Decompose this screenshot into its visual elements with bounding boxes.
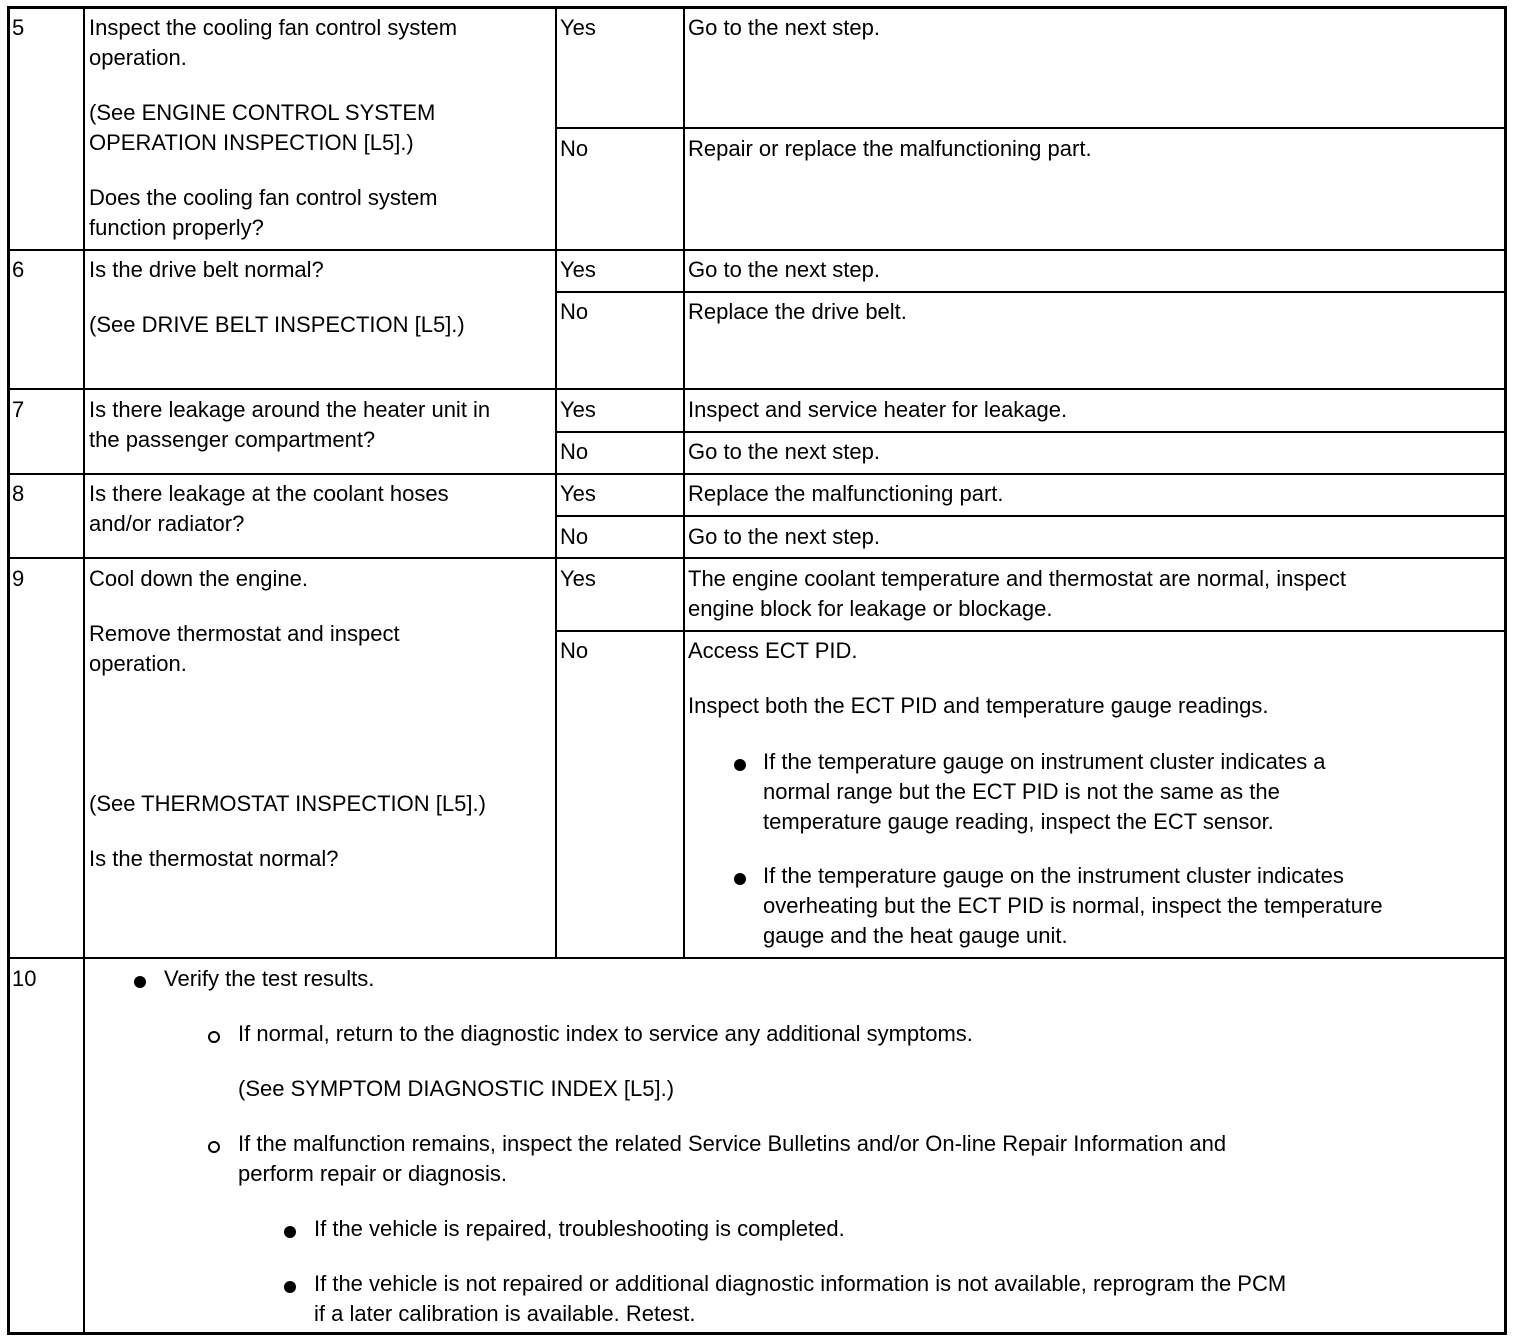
step-question: Cool down the engine.	[89, 566, 308, 591]
step-question: function properly?	[89, 215, 264, 240]
yes-label: Yes	[560, 566, 596, 591]
reference-text: OPERATION INSPECTION [L5].)	[89, 130, 414, 155]
bullet-icon	[734, 759, 746, 771]
no-label: No	[560, 439, 589, 464]
diagnostic-procedure-table	[7, 6, 1507, 1335]
yes-no-divider	[555, 515, 1504, 517]
bullet-text: gauge and the heat gauge unit.	[763, 923, 1068, 948]
yes-no-divider	[555, 431, 1504, 433]
step-number: 10	[12, 966, 37, 991]
bullet-text: If the vehicle is repaired, troubleshooting is completed.	[314, 1216, 845, 1241]
step-question: Is there leakage around the heater unit in	[89, 397, 491, 422]
row-divider	[10, 557, 1504, 559]
bullet-text: normal range but the ECT PID is not the same as the	[763, 779, 1280, 804]
yes-no-divider	[555, 630, 1504, 632]
bullet-text: temperature gauge reading, inspect the ECT sensor.	[763, 809, 1274, 834]
no-action: Repair or replace the malfunctioning part.	[688, 136, 1092, 161]
reference-text: (See SYMPTOM DIAGNOSTIC INDEX [L5].)	[238, 1076, 675, 1101]
column-divider	[683, 9, 685, 958]
no-action: Access ECT PID.	[688, 638, 858, 663]
bullet-text: If the malfunction remains, inspect the related Service Bulletins and/or On-line Repair Information and	[238, 1131, 1227, 1156]
step-question: Is there leakage at the coolant hoses	[89, 481, 449, 506]
step-question: and/or radiator?	[89, 511, 245, 536]
yes-no-divider	[555, 291, 1504, 293]
step-number: 9	[12, 566, 25, 591]
no-label: No	[560, 136, 589, 161]
no-action: Go to the next step.	[688, 439, 881, 464]
yes-action: Go to the next step.	[688, 257, 881, 282]
bullet-text: If the temperature gauge on the instrument cluster indicates	[763, 863, 1344, 888]
yes-action: engine block for leakage or blockage.	[688, 596, 1053, 621]
bullet-text: overheating but the ECT PID is normal, inspect the temperature	[763, 893, 1383, 918]
yes-action: Inspect and service heater for leakage.	[688, 397, 1068, 422]
bullet-text: If the temperature gauge on instrument cluster indicates a	[763, 749, 1326, 774]
no-label: No	[560, 299, 589, 324]
step-question: Inspect the cooling fan control system	[89, 15, 458, 40]
row-divider	[10, 957, 1504, 959]
column-divider	[83, 9, 85, 1332]
row-divider	[10, 473, 1504, 475]
step-number: 7	[12, 397, 25, 422]
no-action: Replace the drive belt.	[688, 299, 907, 324]
step-question: operation.	[89, 651, 187, 676]
row-divider	[10, 388, 1504, 390]
step-question: operation.	[89, 45, 187, 70]
step-question: Is the drive belt normal?	[89, 257, 324, 282]
reference-text: (See ENGINE CONTROL SYSTEM	[89, 100, 436, 125]
circle-bullet-icon	[208, 1031, 220, 1043]
yes-no-divider	[555, 127, 1504, 129]
yes-action: Replace the malfunctioning part.	[688, 481, 1004, 506]
step-question: Does the cooling fan control system	[89, 185, 438, 210]
no-action: Go to the next step.	[688, 524, 881, 549]
bullet-text: perform repair or diagnosis.	[238, 1161, 508, 1186]
no-label: No	[560, 524, 589, 549]
yes-label: Yes	[560, 15, 596, 40]
circle-bullet-icon	[208, 1141, 220, 1153]
yes-label: Yes	[560, 397, 596, 422]
bullet-icon	[284, 1226, 296, 1238]
yes-label: Yes	[560, 257, 596, 282]
no-action: Inspect both the ECT PID and temperature gauge readings.	[688, 693, 1269, 718]
bullet-icon	[734, 873, 746, 885]
step-question: the passenger compartment?	[89, 427, 376, 452]
bullet-text: If the vehicle is not repaired or additional diagnostic information is not available, reprogram the PCM	[314, 1271, 1287, 1296]
bullet-icon	[134, 976, 146, 988]
step-number: 8	[12, 481, 25, 506]
column-divider	[555, 9, 557, 958]
step-number: 6	[12, 257, 25, 282]
bullet-text: If normal, return to the diagnostic index to service any additional symptoms.	[238, 1021, 973, 1046]
yes-action: The engine coolant temperature and thermostat are normal, inspect	[688, 566, 1346, 591]
yes-action: Go to the next step.	[688, 15, 881, 40]
row-divider	[10, 249, 1504, 251]
step-question: Is the thermostat normal?	[89, 846, 339, 871]
bullet-text: Verify the test results.	[164, 966, 375, 991]
yes-label: Yes	[560, 481, 596, 506]
bullet-text: if a later calibration is available. Retest.	[314, 1301, 696, 1326]
reference-text: (See DRIVE BELT INSPECTION [L5].)	[89, 312, 465, 337]
step-question: Remove thermostat and inspect	[89, 621, 400, 646]
reference-text: (See THERMOSTAT INSPECTION [L5].)	[89, 791, 486, 816]
bullet-icon	[284, 1281, 296, 1293]
no-label: No	[560, 638, 589, 663]
step-number: 5	[12, 15, 25, 40]
